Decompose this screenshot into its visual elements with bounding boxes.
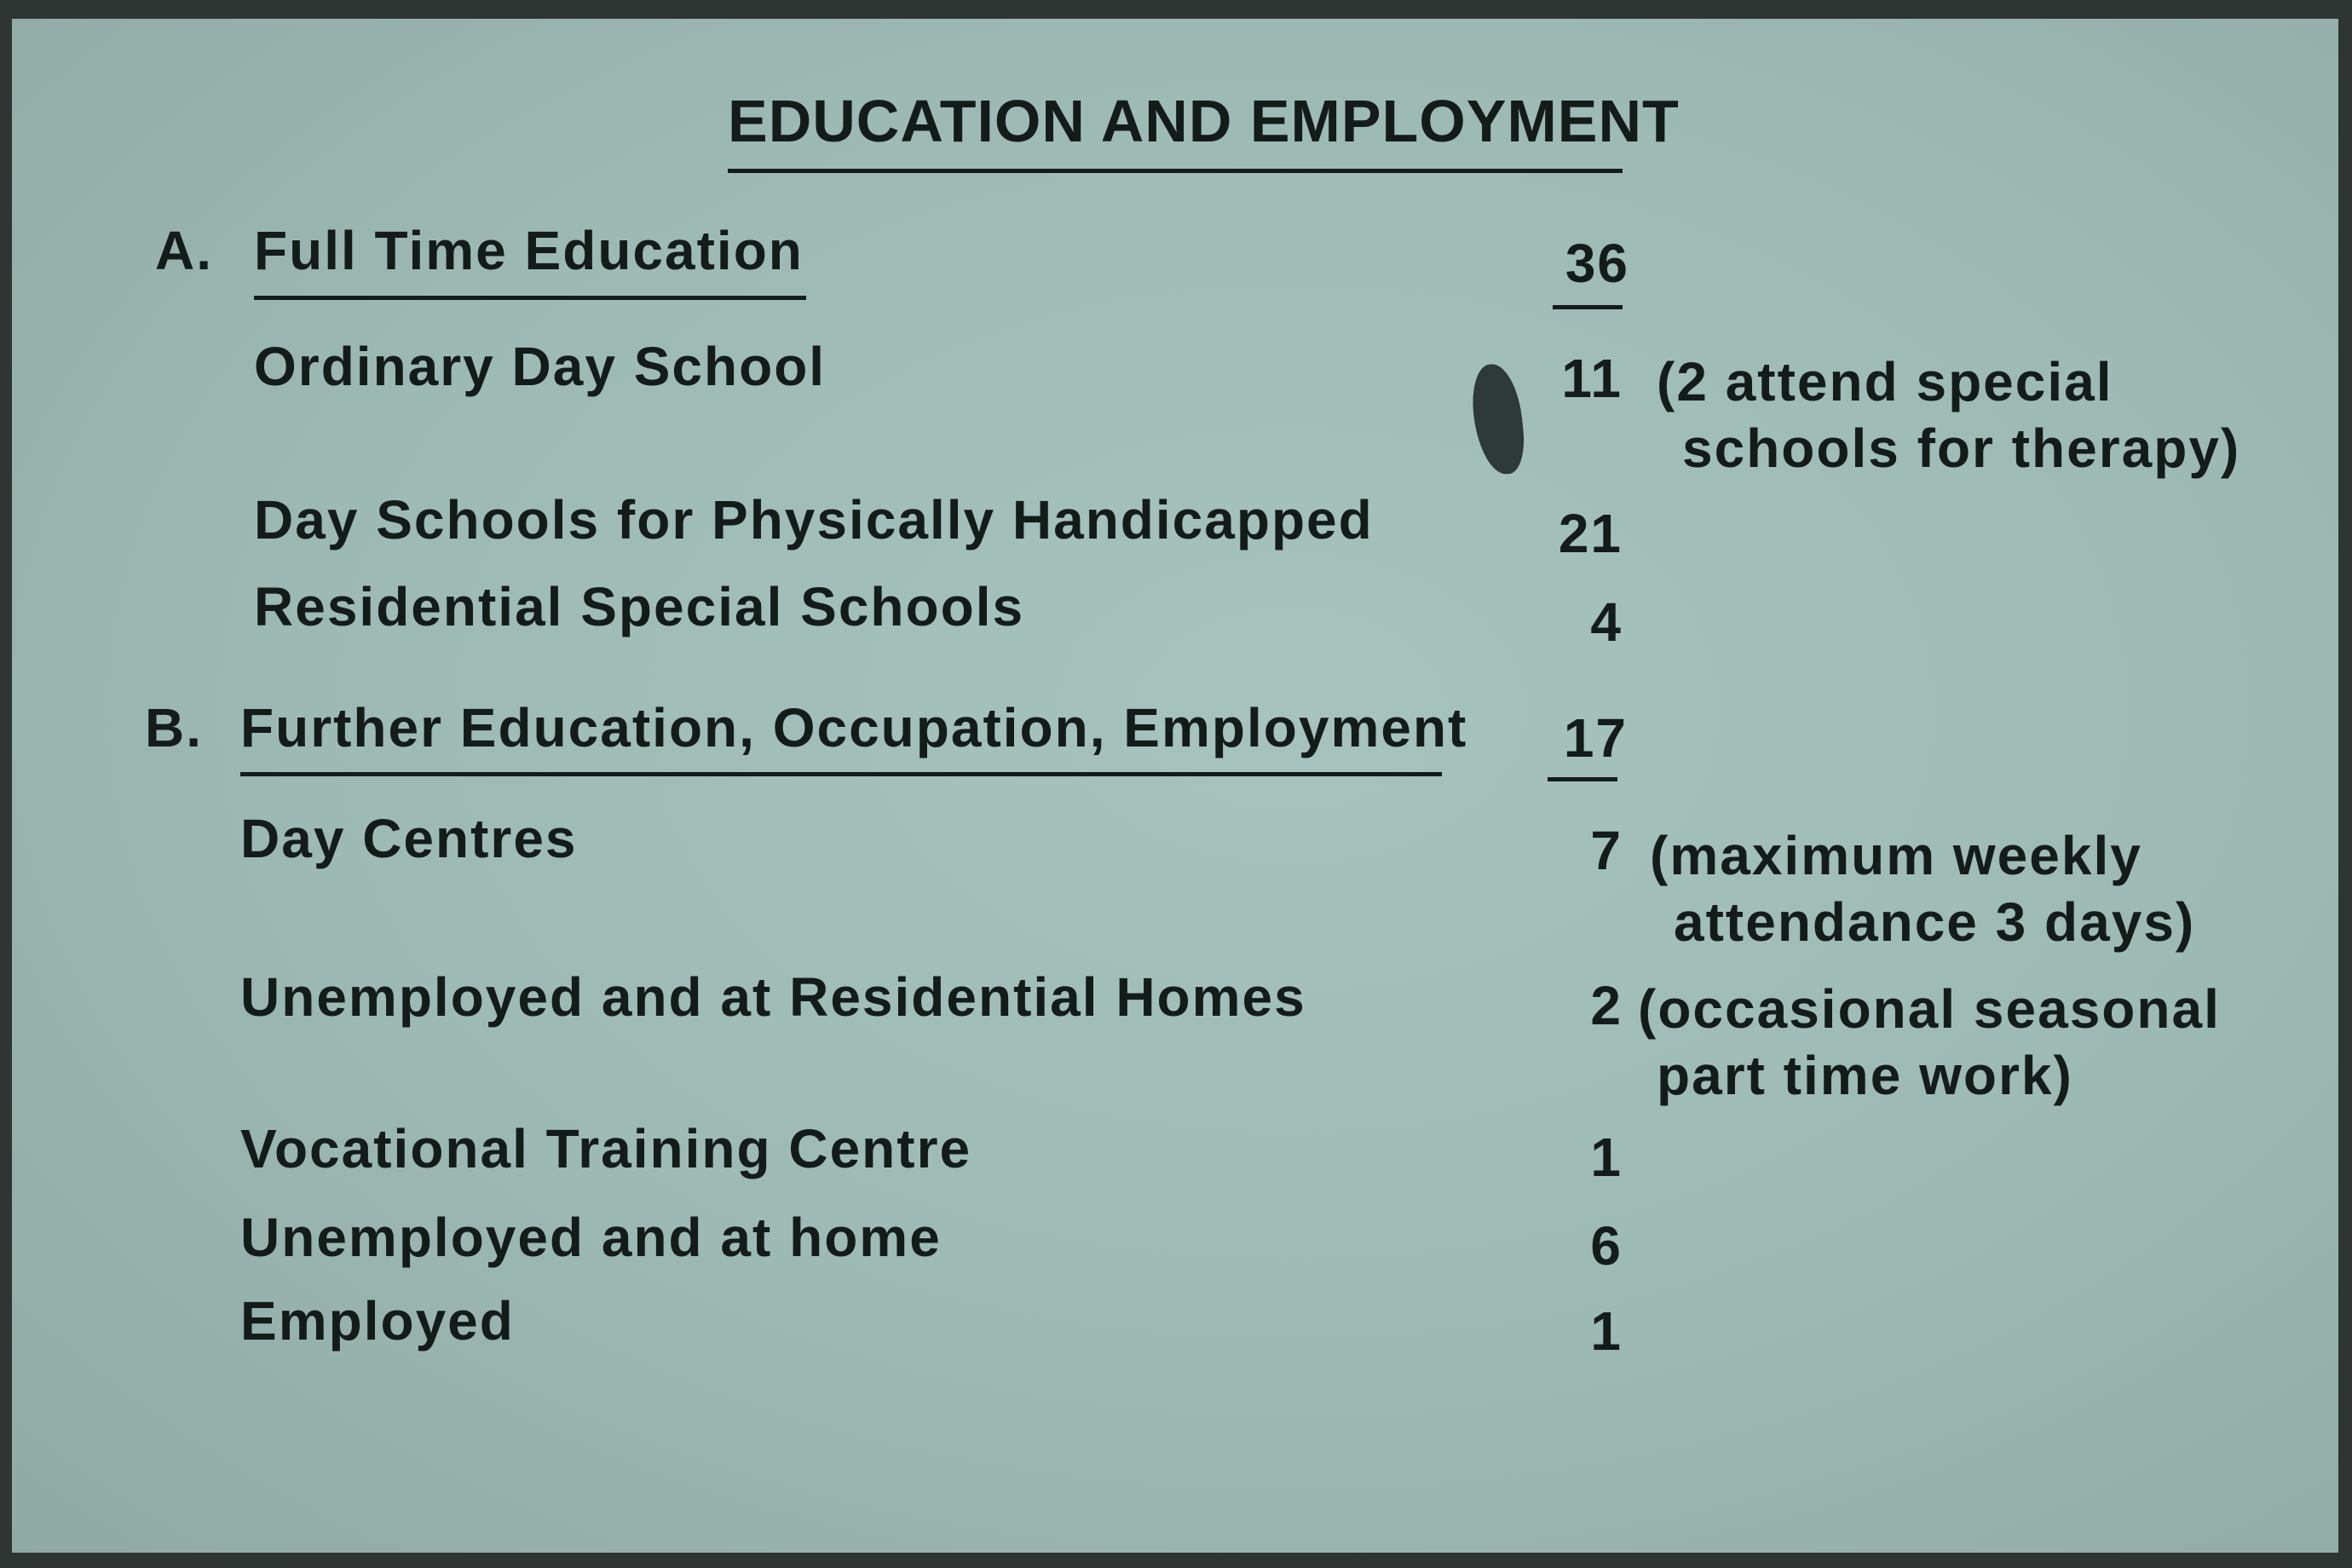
section-b-heading: Further Education, Occupation, Employment [240,697,1468,758]
row-value: 7 [1590,820,1623,881]
row-note: (2 attend special [1657,351,2113,412]
row-value: 21 [1558,503,1623,564]
row-label: Unemployed and at home [240,1207,942,1268]
ink-blot [1468,361,1527,476]
row-label: Unemployed and at Residential Homes [240,966,1306,1028]
section-b-heading-underline [240,772,1442,776]
row-note: (occasional seasonal [1638,978,2221,1040]
row-value: 1 [1590,1300,1623,1362]
row-value: 11 [1561,348,1623,409]
row-note: part time work) [1657,1045,2073,1106]
row-value: 4 [1590,591,1623,653]
row-label: Residential Special Schools [254,576,1025,637]
section-a-total: 36 [1565,233,1629,294]
row-value: 2 [1590,975,1623,1036]
row-label: Vocational Training Centre [240,1118,972,1179]
row-value: 1 [1590,1127,1623,1188]
section-b-total: 17 [1563,707,1628,769]
section-b-total-underline [1548,777,1617,781]
section-a-heading: Full Time Education [254,220,804,281]
row-value: 6 [1590,1215,1623,1277]
row-label: Day Centres [240,808,578,869]
section-a-total-underline [1553,305,1623,309]
page-title: EDUCATION AND EMPLOYMENT [728,88,1680,154]
title-underline [728,169,1623,173]
row-note: attendance 3 days) [1674,891,2196,953]
slide [12,19,2338,1553]
row-label: Day Schools for Physically Handicapped [254,489,1374,551]
row-label: Ordinary Day School [254,336,827,397]
row-note: schools for therapy) [1682,418,2241,479]
section-a-heading-underline [254,296,806,300]
row-label: Employed [240,1290,515,1352]
row-note: (maximum weekly [1650,825,2142,886]
section-b-letter: B. [145,697,203,758]
section-a-letter: A. [155,220,213,281]
